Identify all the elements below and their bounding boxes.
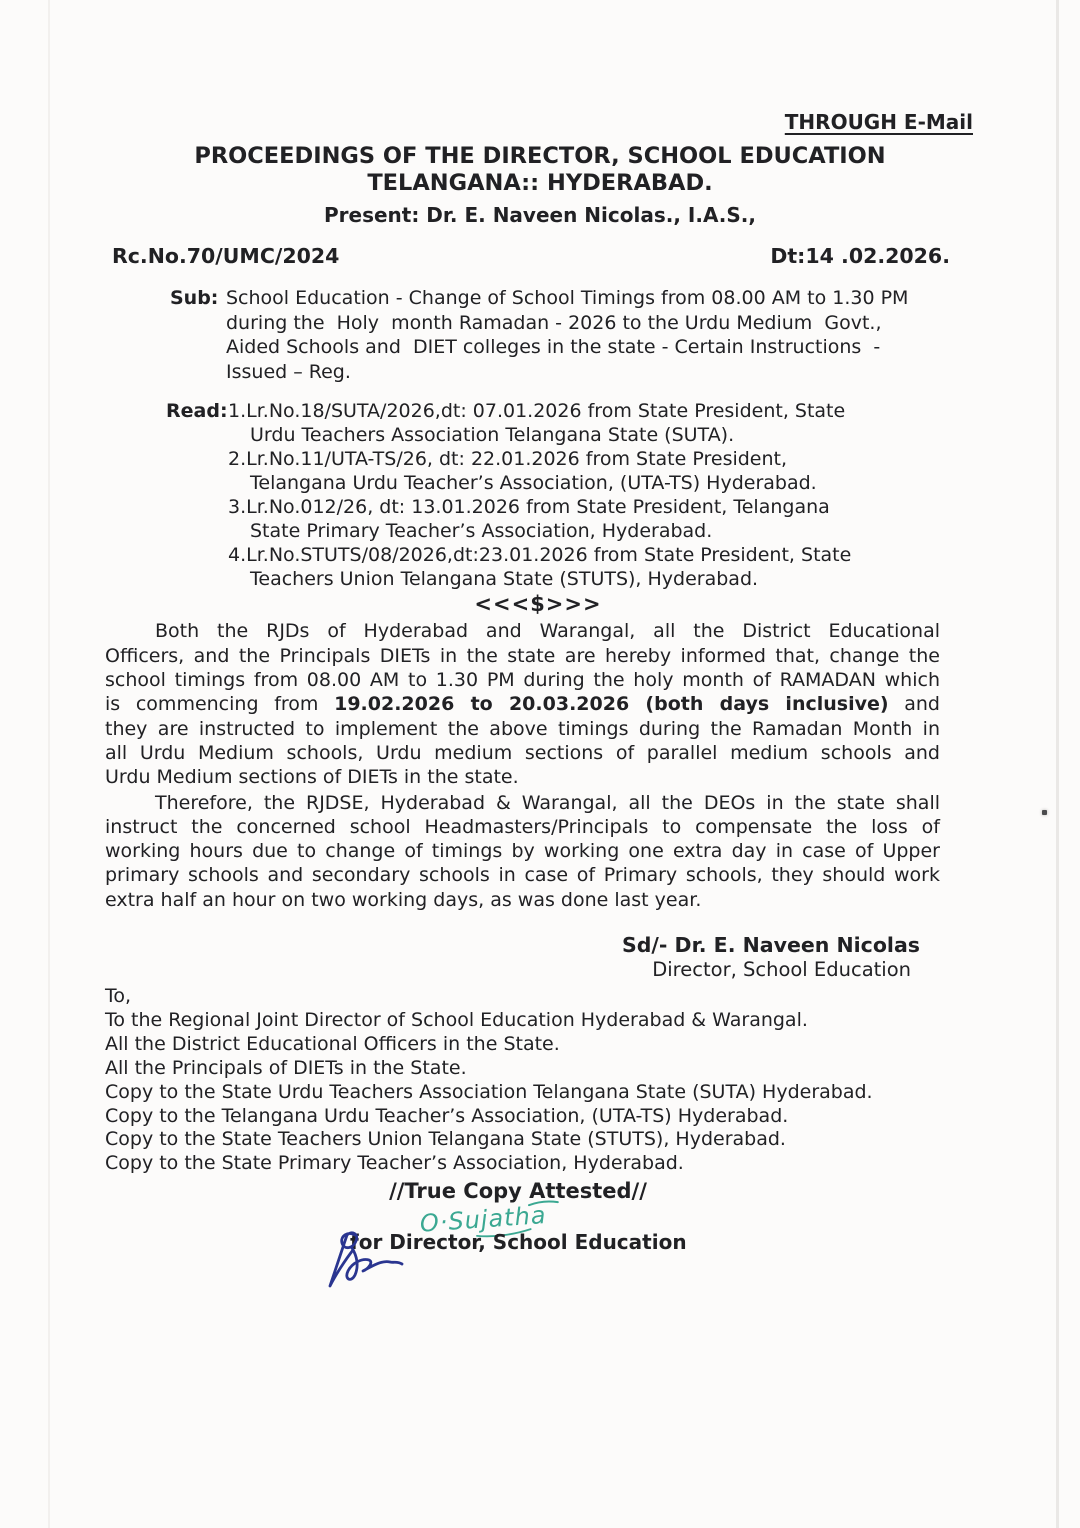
addressee-list [105,985,1080,1176]
paragraph-line: working hours due to change of timings by working one extra day in case of Upper [105,840,940,863]
read-item-line: 3.Lr.No.012/26, dt: 13.01.2026 from State President, Telangana [228,496,830,519]
reference-row [112,244,950,269]
present-officer-line: Present: Dr. E. Naveen Nicolas., I.A.S., [323,203,756,228]
reference-number: Rc.No.70/UMC/2024 [112,244,340,269]
subject-line: School Education - Change of School Timings from 08.00 AM to 1.30 PM [226,287,909,310]
addressee-line: All the Principals of DIETs in the State. [105,1056,467,1079]
read-item-line: Teachers Union Telangana State (STUTS), Hyderabad. [250,568,759,591]
section-separator: <<<$>>> [474,592,602,617]
body-paragraph-1 [105,619,940,789]
signed-designation: Director, School Education [652,957,911,981]
attestation-signature-area [0,1201,1080,1504]
paragraph-line: Both the RJDs of Hyderabad and Warangal, all the District Educational [155,620,940,643]
paragraph-line: Urdu Medium sections of DIETs in the state. [105,766,519,789]
subject-text [226,286,908,384]
paragraph-text: is commencing from [105,693,335,716]
paragraph-line: instruct the concerned school Headmasters/Principals to compensate the loss of [105,815,940,838]
read-item-line: State Primary Teacher’s Association, Hyderabad. [250,520,713,543]
read-item-line: 2.Lr.No.11/UTA-TS/26, dt: 22.01.2026 from State President, [228,447,788,470]
for-director-line: for Director, School Education [350,1230,687,1255]
read-item-line: 4.Lr.No.STUTS/08/2026,dt:23.01.2026 from State President, State [228,544,852,567]
signature-scribble-icon [322,1228,412,1298]
paragraph-line: Officers, and the Principals DIETs in the state are hereby informed that, change the [105,644,940,667]
read-section [166,399,1080,592]
signed-by: Sd/- Dr. E. Naveen Nicolas [621,932,920,957]
paragraph-text: and [888,693,940,716]
paragraph-line: primary schools and secondary schools in case of Primary schools, they should work [105,864,940,887]
signature-block [0,933,920,982]
body-paragraph-2 [105,791,940,912]
paragraph-line: they are instructed to implement the above timings during the Ramadan Month in [105,717,940,740]
paragraph-line: extra half an hour on two working days, as was done last year. [105,888,702,911]
attestor-signature-text: O·Sujatha [419,1201,548,1238]
subject-line: during the Holy month Ramadan - 2026 to the Urdu Medium Govt., [226,311,882,334]
subject-line: Issued – Reg. [226,361,351,384]
true-copy-attested-line: //True Copy Attested// [389,1179,647,1204]
document-title-location: TELANGANA:: HYDERABAD. [367,170,713,197]
through-email-label: THROUGH E-Mail [784,110,973,134]
subject-label: Sub: [170,287,219,310]
addressee-line: Copy to the Telangana Urdu Teacher’s Association, (UTA-TS) Hyderabad. [105,1104,789,1127]
document-title: PROCEEDINGS OF THE DIRECTOR, SCHOOL EDUCATION [194,143,886,170]
paragraph-line: school timings from 08.00 AM to 1.30 PM during the holy month of RAMADAN which [105,669,940,692]
addressee-line: Copy to the State Primary Teacher’s Association, Hyderabad. [105,1152,684,1175]
document-date: Dt:14 .02.2026. [770,244,950,269]
scan-artifact-dot [1042,810,1047,815]
read-item-line: 1.Lr.No.18/SUTA/2026,dt: 07.01.2026 from State President, State [228,399,846,422]
read-references [228,399,851,592]
read-item-line: Telangana Urdu Teacher’s Association, (UTA-TS) Hyderabad. [250,471,817,494]
addressee-line: To the Regional Joint Director of School Education Hyderabad & Warangal. [105,1008,808,1031]
subject-line: Aided Schools and DIET colleges in the state - Certain Instructions - [226,336,881,359]
paragraph-line: Therefore, the RJDSE, Hyderabad & Warangal, all the DEOs in the state shall [155,791,940,814]
paragraph-line-with-bold-dates [105,692,940,716]
paragraph-line: all Urdu Medium schools, Urdu medium sections of parallel medium schools and [105,741,940,764]
addressee-line: All the District Educational Officers in the State. [105,1032,560,1055]
to-label: To, [105,984,132,1007]
addressee-line: Copy to the State Urdu Teachers Association Telangana State (SUTA) Hyderabad. [105,1080,873,1103]
ramadan-date-range: 19.02.2026 to 20.03.2026 (both days inclusive) [334,693,889,716]
read-item-line: Urdu Teachers Association Telangana State (SUTA). [250,423,735,446]
subject-section [170,286,1080,384]
read-label: Read: [166,399,228,422]
addressee-line: Copy to the State Teachers Union Telangana State (STUTS), Hyderabad. [105,1128,786,1151]
